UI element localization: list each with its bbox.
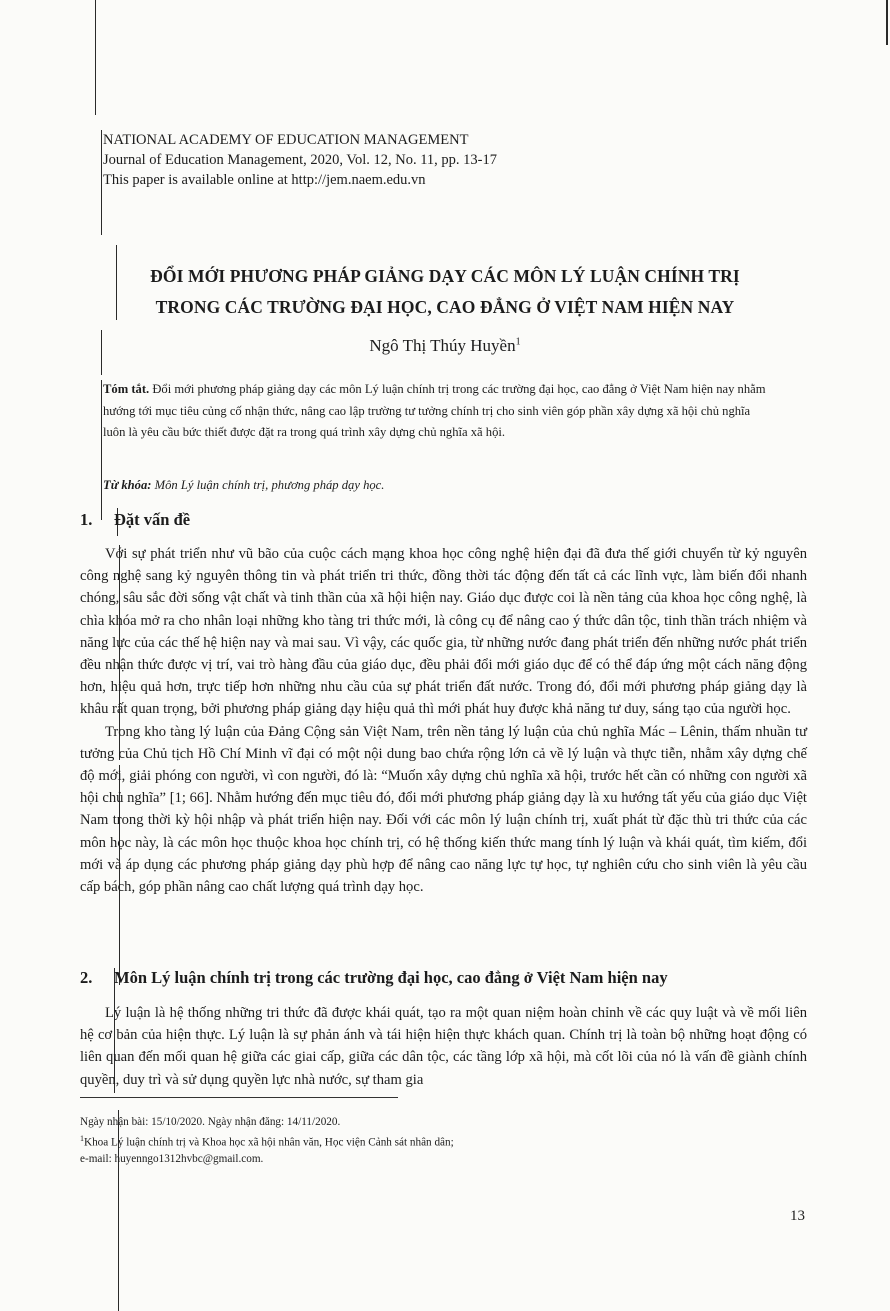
- section-number: 2.: [80, 968, 93, 987]
- email-footnote: e-mail: huyenngo1312hvbc@gmail.com.: [80, 1152, 264, 1165]
- scan-artifact-line: [886, 0, 888, 45]
- section-body: [80, 543, 807, 898]
- page-number: 13: [790, 1208, 805, 1224]
- section-title: Môn Lý luận chính trị trong các trường đại học, cao đẳng ở Việt Nam hiện nay: [114, 968, 668, 987]
- paragraph: Lý luận là hệ thống những tri thức đã được khái quát, tạo ra một quan niệm hoàn chỉnh về các quy luật và về mối liên hệ cơ bản của hiện thực. Lý luận là sự phản ánh và tái hiện hiện thực khách quan. Chính trị là toàn bộ những hoạt động có liên quan đến mối quan hệ giữa các giai cấp, giữa các dân tộc, các tầng lớp xã hội, mà cốt lõi của nó là vấn đề giành chính quyền, duy trì và sử dụng quyền lực nhà nước, sự tham gia: [80, 1005, 807, 1088]
- abstract-text: Đổi mới phương pháp giảng dạy các môn Lý luận chính trị trong các trường đại học, cao đẳng ở Việt Nam hiện nay nhằm hướng tới mục tiêu củng cố nhận thức, nâng cao lập trường tư tưởng chính trị cho sinh viên góp phần xây dựng xã hội chủ nghĩa luôn là yêu cầu bức thiết được đặt ra trong quá trình xây dựng chủ nghĩa xã hội.: [103, 382, 766, 439]
- journal-citation: Journal of Education Management, 2020, Vol. 12, No. 11, pp. 13-17: [103, 152, 497, 168]
- scan-artifact-line: [101, 130, 102, 235]
- institution-name: NATIONAL ACADEMY OF EDUCATION MANAGEMENT: [103, 132, 469, 148]
- title-line-1: ĐỔI MỚI PHƯƠNG PHÁP GIẢNG DẠY CÁC MÔN LÝ LUẬN CHÍNH TRỊ: [150, 266, 740, 286]
- paragraph: Với sự phát triển như vũ bão của cuộc cách mạng khoa học công nghệ hiện đại đã đưa thế giới chuyển từ kỷ nguyên công nghệ sang kỷ nguyên thông tin và phát triển tri thức, đồng thời tác động đến tất cả các lĩnh vực, làm biến đổi nhanh chóng, sâu sắc đời sống vật chất và tinh thần của xã hội hiện nay. Giáo dục được coi là nền tảng của khoa học công nghệ, là chìa khóa mở ra cho nhân loại những kho tàng tri thức mới, là công cụ để nâng cao ý thức dân tộc, tinh thần trách nhiệm và năng lực của các thế hệ hiện nay và mai sau. Vì vậy, các quốc gia, từ những nước đang phát triển đến những nước phát triển đều nhận thức được vị trí, vai trò hàng đầu của giáo dục, đều phải đổi mới giáo dục để có thể đáp ứng một cách năng động hơn, hiệu quả hơn, trực tiếp hơn những nhu cầu của sự phát triển đất nước. Trong đó, đổi mới phương pháp giảng dạy là khâu rất quan trọng, bởi phương pháp giảng dạy hiệu quả thì mới phát huy được khả năng tư duy, sáng tạo của người học.: [80, 546, 807, 718]
- footnote-mark: 1: [80, 1133, 84, 1143]
- keywords-text: Môn Lý luận chính trị, phương pháp dạy học.: [154, 478, 385, 492]
- section-heading: [80, 510, 190, 530]
- footnotes: [80, 1114, 800, 1167]
- author-affiliation-mark: 1: [515, 336, 521, 348]
- scan-artifact-line: [95, 0, 96, 115]
- section-number: 1.: [80, 510, 93, 529]
- author: [0, 336, 890, 356]
- section-heading: [80, 968, 668, 988]
- section-title: Đặt vấn đề: [114, 510, 191, 529]
- section-body: [80, 1002, 807, 1091]
- abstract: [103, 379, 771, 444]
- affiliation-text: Khoa Lý luận chính trị và Khoa học xã hội nhân văn, Học viện Cảnh sát nhân dân;: [84, 1136, 454, 1149]
- affiliation-footnote: [80, 1131, 800, 1151]
- paragraph: Trong kho tàng lý luận của Đảng Cộng sản Việt Nam, trên nền tảng lý luận của chủ nghĩa Mác – Lênin, thấm nhuần tư tưởng của Chủ tịch Hồ Chí Minh vĩ đại có một nội dung bao chứa rộng lớn cả về lý luận và thực tiễn, nhằm xây dựng chế độ mới, giải phóng con người, vì con người, đó là: “Muốn xây dựng chủ nghĩa xã hội, trước hết cần có những con người xã hội chủ nghĩa” [1; 66]. Nhằm hướng đến mục tiêu đó, đổi mới phương pháp giảng dạy là xu hướng tất yếu của giáo dục Việt Nam trong thời kỳ hội nhập và phát triển hiện nay. Đối với các môn lý luận chính trị, xuất phát từ đặc thù tri thức của các môn học này, là các môn học thuộc khoa học chính trị, có hệ thống kiến thức mang tính lý luận và khái quát, tìm kiếm, đổi mới và áp dụng các phương pháp giảng dạy phù hợp để nâng cao năng lực tự học, tự nghiên cứu cho sinh viên là yêu cầu cấp bách, góp phần nâng cao chất lượng quá trình dạy học.: [80, 723, 807, 896]
- availability-note: This paper is available online at http://jem.naem.edu.vn: [103, 172, 426, 188]
- received-dates: Ngày nhận bài: 15/10/2020. Ngày nhận đăng: 14/11/2020.: [80, 1116, 341, 1128]
- author-name: Ngô Thị Thúy Huyền: [369, 336, 516, 355]
- paper-title: [0, 261, 890, 323]
- keywords: [103, 478, 771, 493]
- title-line-2: TRONG CÁC TRƯỜNG ĐẠI HỌC, CAO ĐẲNG Ở VIỆT NAM HIỆN NAY: [155, 297, 735, 317]
- footnote-divider: [80, 1097, 398, 1098]
- scan-artifact-line: [101, 380, 102, 520]
- abstract-label: Tóm tắt.: [103, 382, 150, 396]
- journal-header: [103, 130, 497, 190]
- keywords-label: Từ khóa:: [103, 478, 152, 492]
